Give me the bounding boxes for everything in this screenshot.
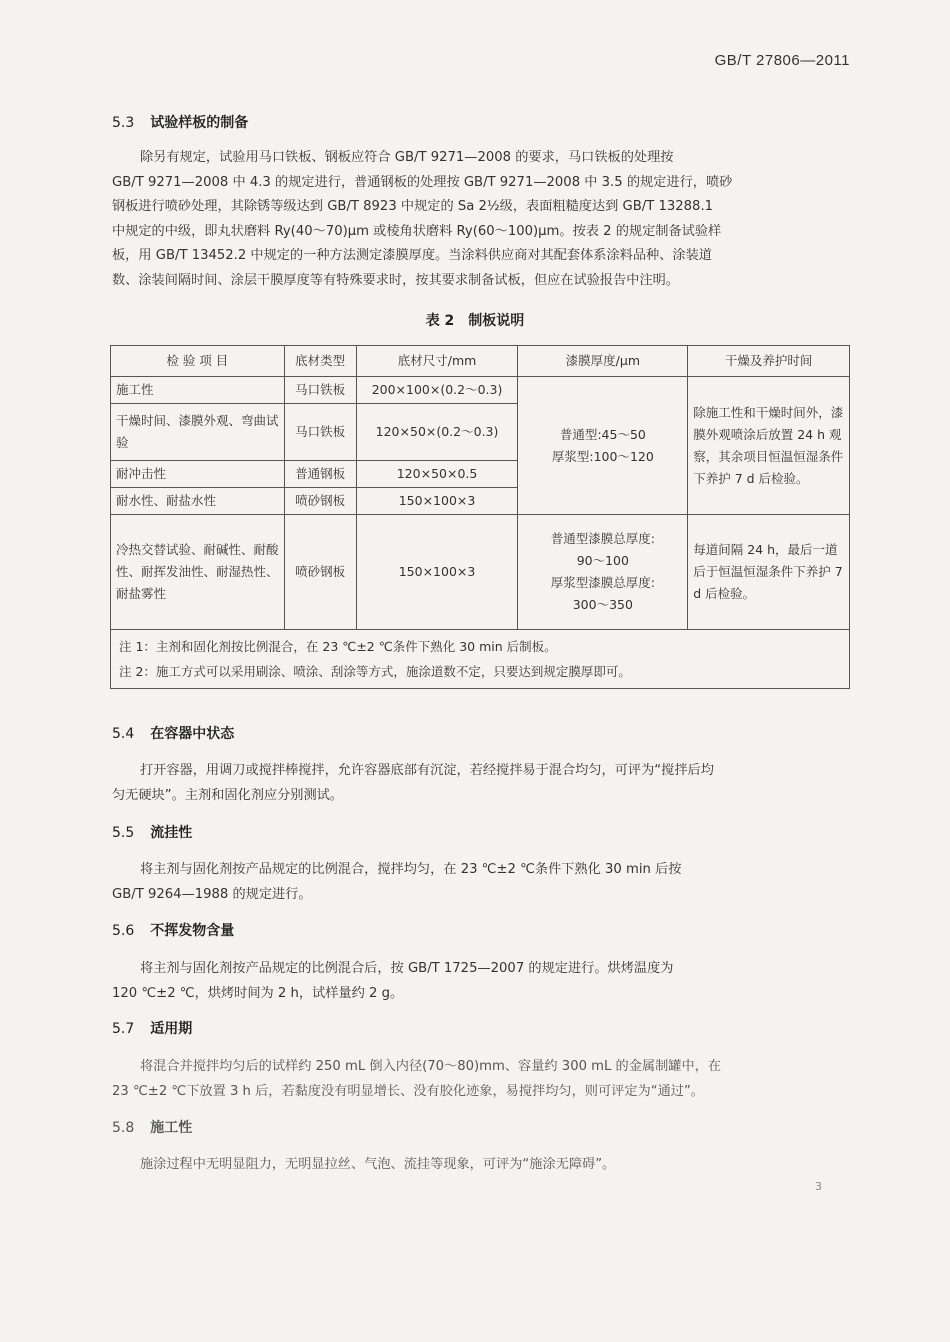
paragraph-line: 打开容器，用调刀或搅拌棒搅拌，允许容器底部有沉淀，若经搅拌易于混合均匀，可评为“搅拌后均 [140, 763, 714, 778]
cell-size: 150×100×3 [356, 515, 518, 630]
cell-size: 150×100×3 [356, 488, 518, 515]
paragraph-5-8 [112, 1153, 848, 1178]
table-header-row [111, 346, 850, 377]
table-note: 注 1：主剂和固化剂按比例混合，在 23 ℃±2 ℃条件下熟化 30 min 后制板。 [119, 639, 557, 654]
section-number: 5.7 [112, 1021, 135, 1037]
cell-item: 耐冲击性 [111, 461, 285, 488]
section-heading-5-3 [112, 112, 248, 132]
paragraph-line: 将混合并搅拌均匀后的试样约 250 mL 倒入内径(70～80)mm、容量约 300 mL 的金属制罐中，在 [140, 1059, 722, 1074]
paragraph-5-4 [112, 759, 848, 808]
section-title: 施工性 [150, 1120, 193, 1136]
paragraph-line: 施涂过程中无明显阻力，无明显拉丝、气泡、流挂等现象，可评为“施涂无障碍”。 [140, 1157, 616, 1172]
cell-thickness-group-a: 普通型:45～50 厚浆型:100～120 [518, 377, 688, 515]
cell-substrate: 喷砂钢板 [284, 515, 356, 630]
column-header: 漆膜厚度/μm [518, 346, 688, 377]
section-number: 5.8 [112, 1120, 135, 1136]
table-notes-row [111, 630, 850, 689]
paragraph-line: 将主剂与固化剂按产品规定的比例混合，搅拌均匀，在 23 ℃±2 ℃条件下熟化 30 min 后按 [140, 862, 682, 877]
section-heading-5-5 [112, 822, 192, 842]
table-note: 注 2：施工方式可以采用刷涂、喷涂、刮涂等方式，施涂道数不定，只要达到规定膜厚即可。 [119, 664, 631, 679]
paragraph-5-5 [112, 858, 848, 907]
paragraph-5-7 [112, 1055, 848, 1104]
cell-substrate: 普通钢板 [284, 461, 356, 488]
section-heading-5-7 [112, 1018, 192, 1038]
column-header: 干燥及养护时间 [688, 346, 850, 377]
cell-thickness-group-b: 普通型漆膜总厚度: 90～100 厚浆型漆膜总厚度: 300～350 [518, 515, 688, 630]
paragraph-5-6 [112, 957, 848, 1006]
section-heading-5-6 [112, 920, 234, 940]
paragraph-line: 匀无硬块”。主剂和固化剂应分别测试。 [112, 787, 344, 803]
paragraph-line: 板，用 GB/T 13452.2 中规定的一种方法测定漆膜厚度。当涂料供应商对其配套体系涂料品种、涂装道 [112, 248, 712, 263]
section-title: 适用期 [150, 1021, 193, 1037]
paragraph-line: 120 ℃±2 ℃，烘烤时间为 2 h，试样量约 2 g。 [112, 985, 404, 1001]
section-number: 5.4 [112, 726, 135, 742]
cell-size: 120×50×0.5 [356, 461, 518, 488]
standard-code: GB/T 27806—2011 [714, 52, 850, 69]
cell-item: 施工性 [111, 377, 285, 404]
paragraph-line: 中规定的中级，即丸状磨料 Ry(40～70)μm 或棱角状磨料 Ry(60～100)μm。按表 2 的规定制备试验样 [112, 223, 722, 239]
section-number: 5.3 [112, 115, 135, 131]
cell-drying-group-b: 每道间隔 24 h，最后一道后于恒温恒湿条件下养护 7 d 后检验。 [688, 515, 850, 630]
cell-drying-group-a: 除施工性和干燥时间外，漆膜外观喷涂后放置 24 h 观察，其余项目恒温恒湿条件下养护 7 d 后检验。 [688, 377, 850, 515]
section-number: 5.6 [112, 923, 135, 939]
paragraph-line: 数、涂装间隔时间、涂层干膜厚度等有特殊要求时，按其要求制备试板，但应在试验报告中注明。 [112, 272, 680, 288]
cell-size: 200×100×(0.2～0.3) [356, 377, 518, 404]
paragraph-line: GB/T 9271—2008 中 4.3 的规定进行，普通钢板的处理按 GB/T 9271—2008 中 3.5 的规定进行，喷砂 [112, 174, 733, 190]
paragraph-line: 除另有规定，试验用马口铁板、钢板应符合 GB/T 9271—2008 的要求，马口铁板的处理按 [140, 150, 674, 165]
section-heading-5-8 [112, 1117, 192, 1137]
cell-item: 干燥时间、漆膜外观、弯曲试验 [111, 404, 285, 461]
column-header: 底材类型 [284, 346, 356, 377]
section-title: 在容器中状态 [150, 726, 235, 742]
paragraph-5-3 [112, 146, 848, 293]
page-number: 3 [815, 1180, 822, 1193]
cell-substrate: 马口铁板 [284, 404, 356, 461]
column-header: 检 验 项 目 [111, 346, 285, 377]
cell-item: 耐水性、耐盐水性 [111, 488, 285, 515]
section-number: 5.5 [112, 825, 135, 841]
spec-table [110, 345, 850, 689]
cell-size: 120×50×(0.2～0.3) [356, 404, 518, 461]
paragraph-line: 将主剂与固化剂按产品规定的比例混合后，按 GB/T 1725—2007 的规定进行。烘烤温度为 [140, 961, 674, 976]
cell-substrate: 马口铁板 [284, 377, 356, 404]
table-row [111, 515, 850, 630]
section-heading-5-4 [112, 723, 234, 743]
section-title: 试验样板的制备 [150, 115, 249, 131]
table-title: 表 2 制板说明 [425, 313, 525, 329]
table-row [111, 377, 850, 404]
column-header: 底材尺寸/mm [356, 346, 518, 377]
section-title: 不挥发物含量 [150, 923, 235, 939]
paragraph-line: GB/T 9264—1988 的规定进行。 [112, 886, 312, 902]
paragraph-line: 23 ℃±2 ℃下放置 3 h 后，若黏度没有明显增长、没有胶化迹象，易搅拌均匀，则可评定为“通过”。 [112, 1083, 704, 1099]
paragraph-line: 钢板进行喷砂处理，其除锈等级达到 GB/T 8923 中规定的 Sa 2½级，表面粗糙度达到 GB/T 13288.1 [112, 199, 714, 214]
cell-item: 冷热交替试验、耐碱性、耐酸性、耐挥发油性、耐湿热性、耐盐雾性 [111, 515, 285, 630]
table-notes [111, 630, 850, 689]
cell-substrate: 喷砂钢板 [284, 488, 356, 515]
section-title: 流挂性 [150, 825, 193, 841]
